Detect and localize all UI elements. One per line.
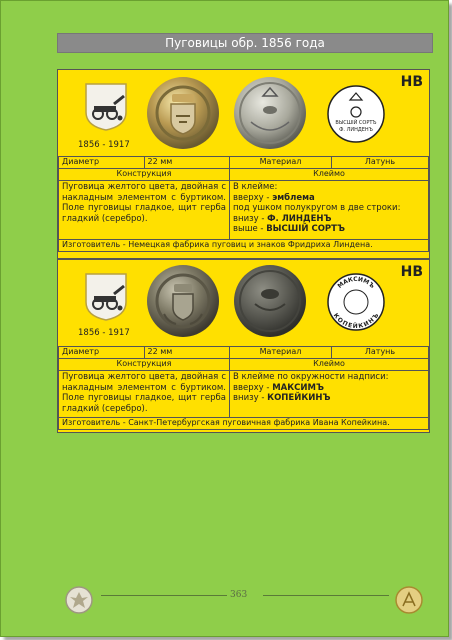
svg-text:Ф. ЛИНДЕНЪ: Ф. ЛИНДЕНЪ bbox=[339, 127, 373, 133]
diameter-value: 22 мм bbox=[144, 157, 230, 169]
button-back-photo bbox=[233, 76, 307, 150]
specs-table bbox=[58, 346, 429, 430]
diameter-value: 22 мм bbox=[144, 347, 230, 359]
monogram-medal-icon bbox=[395, 586, 423, 614]
svg-text:КОПЕЙКИНЪ: КОПЕЙКИНЪ bbox=[331, 312, 381, 331]
years-label: 1856 - 1917 bbox=[78, 140, 130, 150]
material-value: Латунь bbox=[332, 347, 429, 359]
page-title: Пуговицы обр. 1856 года bbox=[57, 33, 433, 53]
stamp-diagram bbox=[326, 84, 386, 144]
button-back-photo bbox=[233, 264, 307, 338]
years-label: 1856 - 1917 bbox=[78, 328, 130, 338]
stamp-diagram bbox=[326, 272, 386, 332]
badge-nv: НВ bbox=[400, 74, 423, 90]
diameter-label: Диаметр bbox=[59, 157, 145, 169]
maker-text: Изготовитель - Санкт-Петербургская пуговичная фабрика Ивана Копейкина. bbox=[59, 418, 429, 430]
construction-text: Пуговица желтого цвета, двойная с накладным элементом с буртиком. Поле пуговицы гладкое, щит герба гладкий (серебро). bbox=[59, 371, 230, 418]
svg-text:МАКСИМЪ: МАКСИМЪ bbox=[336, 275, 376, 290]
coat-of-arms-icon bbox=[84, 82, 128, 132]
stamp-description: В клейме по окружности надписи: вверху - МАКСИМЪ внизу - КОПЕЙКИНЪ bbox=[230, 371, 429, 418]
svg-text:ВЫСШІЙ СОРТЪ: ВЫСШІЙ СОРТЪ bbox=[335, 120, 377, 126]
footer-rule-right bbox=[263, 595, 389, 596]
material-label: Материал bbox=[230, 157, 332, 169]
construction-header: Конструкция bbox=[59, 169, 230, 181]
eagle-medal-icon bbox=[65, 586, 93, 614]
button-front-photo bbox=[146, 264, 220, 338]
stamp-header: Клеймо bbox=[230, 359, 429, 371]
stamp-description: В клейме: вверху - эмблема под ушком полукругом в две строки: внизу - Ф. ЛИНДЕНЪ выше - ВЫСШІЙ СОРТЪ bbox=[230, 181, 429, 240]
construction-header: Конструкция bbox=[59, 359, 230, 371]
page-number: 363 bbox=[230, 590, 248, 600]
coat-of-arms-icon bbox=[84, 272, 128, 322]
maker-text: Изготовитель - Немецкая фабрика пуговиц и знаков Фридриха Линдена. bbox=[59, 240, 429, 252]
badge-nv: НВ bbox=[400, 264, 423, 280]
footer-rule-left bbox=[101, 595, 227, 596]
material-label: Материал bbox=[230, 347, 332, 359]
specs-table bbox=[58, 156, 429, 252]
button-front-photo bbox=[146, 76, 220, 150]
button-card-2 bbox=[57, 259, 430, 433]
material-value: Латунь bbox=[332, 157, 429, 169]
diameter-label: Диаметр bbox=[59, 347, 145, 359]
construction-text: Пуговица желтого цвета, двойная с накладным элементом с буртиком. Поле пуговицы гладкое, щит герба гладкий (серебро). bbox=[59, 181, 230, 240]
button-card-1 bbox=[57, 69, 430, 259]
card-images bbox=[58, 260, 429, 346]
stamp-header: Клеймо bbox=[230, 169, 429, 181]
card-images bbox=[58, 70, 429, 156]
